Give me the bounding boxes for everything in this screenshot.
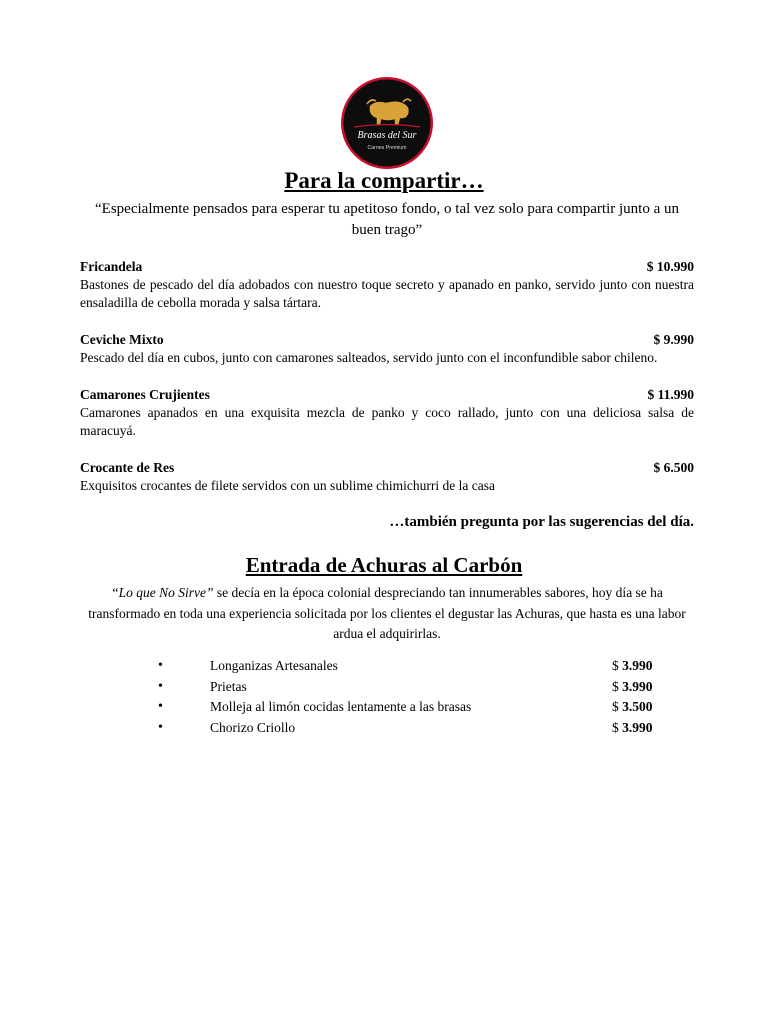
menu-item xyxy=(80,258,694,312)
achuras-list xyxy=(158,656,658,738)
menu-item xyxy=(80,331,694,367)
menu-item-price: $ 11.990 xyxy=(647,387,694,402)
menu-item-price: $ 9.990 xyxy=(653,332,694,347)
menu-item-name: Camarones Crujientes xyxy=(80,387,210,402)
section-subtitle: “Especialmente pensados para esperar tu apetitoso fondo, o tal vez solo para compartir junto a un buen trago” xyxy=(95,201,679,238)
list-item xyxy=(158,718,658,739)
price-currency: $ xyxy=(612,699,619,715)
list-item xyxy=(158,697,658,718)
menu-item xyxy=(80,386,694,440)
price-currency: $ xyxy=(612,678,619,694)
intro-quote: “Lo que No Sirve” xyxy=(111,585,214,600)
bullet-icon: • xyxy=(158,658,163,674)
list-item xyxy=(158,656,658,677)
menu-item-description: Camarones apanados en una exquisita mezcla de panko y coco rallado, junto con una deliciosa salsa de maracuyá. xyxy=(80,405,694,438)
achura-name: Longanizas Artesanales xyxy=(210,658,338,674)
menu-item-description: Bastones de pescado del día adobados con nuestro toque secreto y apanado en panko, servido junto con nuestra ensaladilla de cebolla morada y salsa tártara. xyxy=(80,277,694,310)
achura-name: Prietas xyxy=(210,678,247,694)
menu-item-name: Ceviche Mixto xyxy=(80,332,164,347)
achura-name: Chorizo Criollo xyxy=(210,719,296,735)
section-title-achuras: Entrada de Achuras al Carbón xyxy=(245,553,523,577)
achura-price xyxy=(612,720,658,736)
menu-item-name: Crocante de Res xyxy=(80,460,175,475)
list-item xyxy=(158,677,658,698)
price-currency: $ xyxy=(612,658,619,674)
achura-price xyxy=(612,679,658,695)
menu-item-description: Exquisitos crocantes de filete servidos con un sublime chimichurri de la casa xyxy=(80,478,495,493)
price-currency: $ xyxy=(612,719,619,735)
achura-name: Molleja al limón cocidas lentamente a las brasas xyxy=(210,699,472,715)
menu-item-description: Pescado del día en cubos, junto con camarones salteados, servido junto con el inconfundible sabor chileno. xyxy=(80,350,658,365)
menu-item xyxy=(80,459,694,495)
achura-price xyxy=(612,699,658,715)
price-amount: 3.990 xyxy=(622,678,653,694)
menu-item-name: Fricandela xyxy=(80,259,143,274)
logo-tagline-text: Carnes Premium xyxy=(367,145,407,151)
price-amount: 3.990 xyxy=(622,719,653,735)
menu-item-price: $ 10.990 xyxy=(646,259,694,274)
bullet-icon: • xyxy=(158,699,163,715)
logo-brand-text: Brasas del Sur xyxy=(357,130,417,141)
bullet-icon: • xyxy=(158,678,163,694)
price-amount: 3.990 xyxy=(622,658,653,674)
brasas-del-sur-logo xyxy=(340,76,434,170)
section-title-compartir: Para la compartir… xyxy=(284,168,484,193)
menu-item-price: $ 6.500 xyxy=(653,460,694,475)
bullet-icon: • xyxy=(158,719,163,735)
daily-suggestion-note: …también pregunta por las sugerencias del día. xyxy=(389,514,694,530)
price-amount: 3.500 xyxy=(622,699,653,715)
intro-text: se decía en la época colonial despreciando tan innumerables sabores, hoy día se ha transformado en toda una experiencia solicitada por los clientes el degustar las Achuras, que hasta es una labor ardua el adquirirlas. xyxy=(88,585,686,641)
achura-price xyxy=(612,658,658,674)
achuras-intro xyxy=(80,583,694,645)
